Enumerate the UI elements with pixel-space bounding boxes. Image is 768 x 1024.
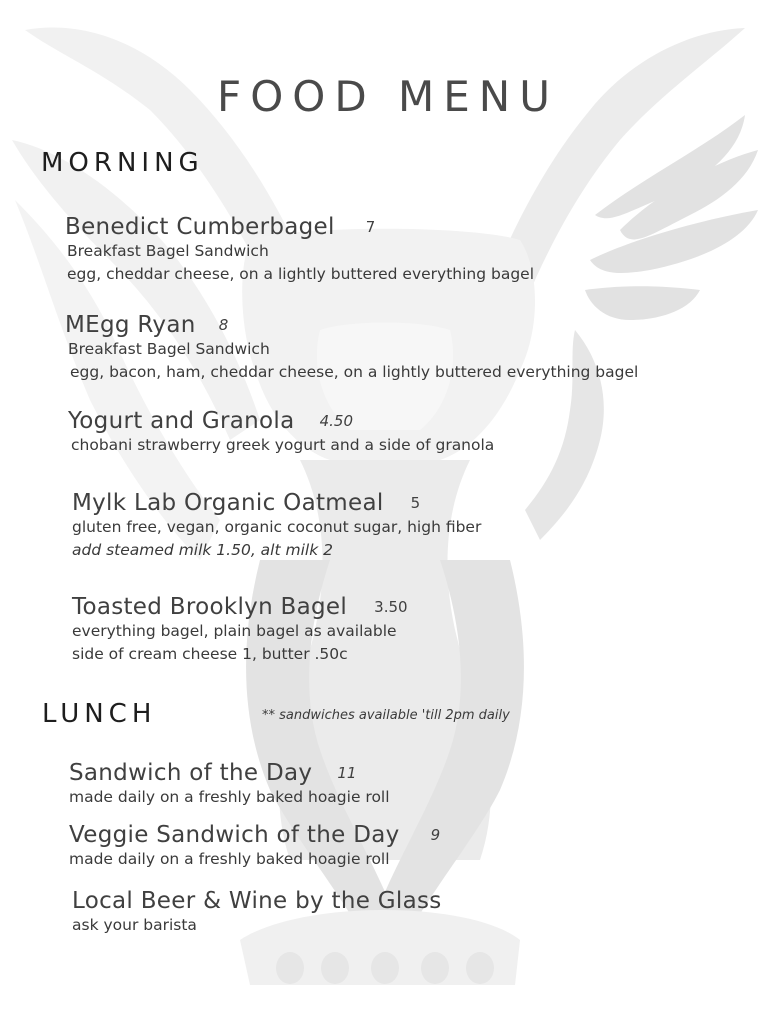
item-description: egg, bacon, ham, cheddar cheese, on a lightly buttered everything bagel	[70, 363, 639, 381]
item-description: made daily on a freshly baked hoagie roll	[69, 850, 390, 868]
item-description: chobani strawberry greek yogurt and a side of granola	[71, 436, 495, 454]
item-name: Local Beer & Wine by the Glass	[72, 888, 442, 914]
item-name: Veggie Sandwich of the Day	[69, 822, 400, 848]
item-price: 5	[410, 494, 421, 512]
item-price: 3.50	[374, 598, 408, 616]
menu-item-yogurt-and-granola	[68, 408, 494, 457]
menu-item-sandwich-of-the-day	[69, 760, 390, 809]
item-name: Benedict Cumberbagel	[65, 214, 335, 240]
item-description: made daily on a freshly baked hoagie roll	[69, 788, 390, 806]
item-name: Sandwich of the Day	[69, 760, 313, 786]
item-price: 11	[337, 764, 357, 782]
item-price: 4.50	[319, 412, 354, 430]
item-description: ask your barista	[72, 916, 197, 934]
menu-item-veggie-sandwich-of-the-day	[69, 822, 440, 871]
item-price: 9	[430, 826, 441, 844]
item-addon-note: add steamed milk 1.50, alt milk 2	[72, 541, 333, 559]
item-name: Toasted Brooklyn Bagel	[72, 594, 348, 620]
menu-item-megg-ryan	[65, 312, 638, 384]
item-name: Mylk Lab Organic Oatmeal	[72, 490, 384, 516]
item-description: egg, cheddar cheese, on a lightly buttered everything bagel	[67, 265, 535, 283]
menu-item-mylk-lab-organic-oatmeal	[72, 490, 481, 562]
item-description: Breakfast Bagel Sandwich	[68, 340, 270, 358]
section-heading-lunch: LUNCH	[42, 699, 157, 729]
lunch-availability-note: ** sandwiches available 'till 2pm daily	[262, 708, 510, 723]
item-price: 8	[218, 316, 229, 334]
section-heading-morning: MORNING	[41, 148, 204, 178]
menu-item-benedict-cumberbagel	[65, 214, 534, 286]
item-description: side of cream cheese 1, butter .50c	[72, 645, 348, 663]
item-description: everything bagel, plain bagel as available	[72, 622, 397, 640]
menu-item-toasted-brooklyn-bagel	[72, 594, 408, 666]
item-name: MEgg Ryan	[65, 312, 196, 338]
item-description: gluten free, vegan, organic coconut sugar, high fiber	[72, 518, 482, 536]
menu-item-local-beer-and-wine	[72, 888, 442, 937]
menu-title: FOOD MENU	[217, 72, 559, 121]
item-description: Breakfast Bagel Sandwich	[67, 242, 269, 260]
item-name: Yogurt and Granola	[68, 408, 295, 434]
item-price: 7	[365, 218, 376, 236]
